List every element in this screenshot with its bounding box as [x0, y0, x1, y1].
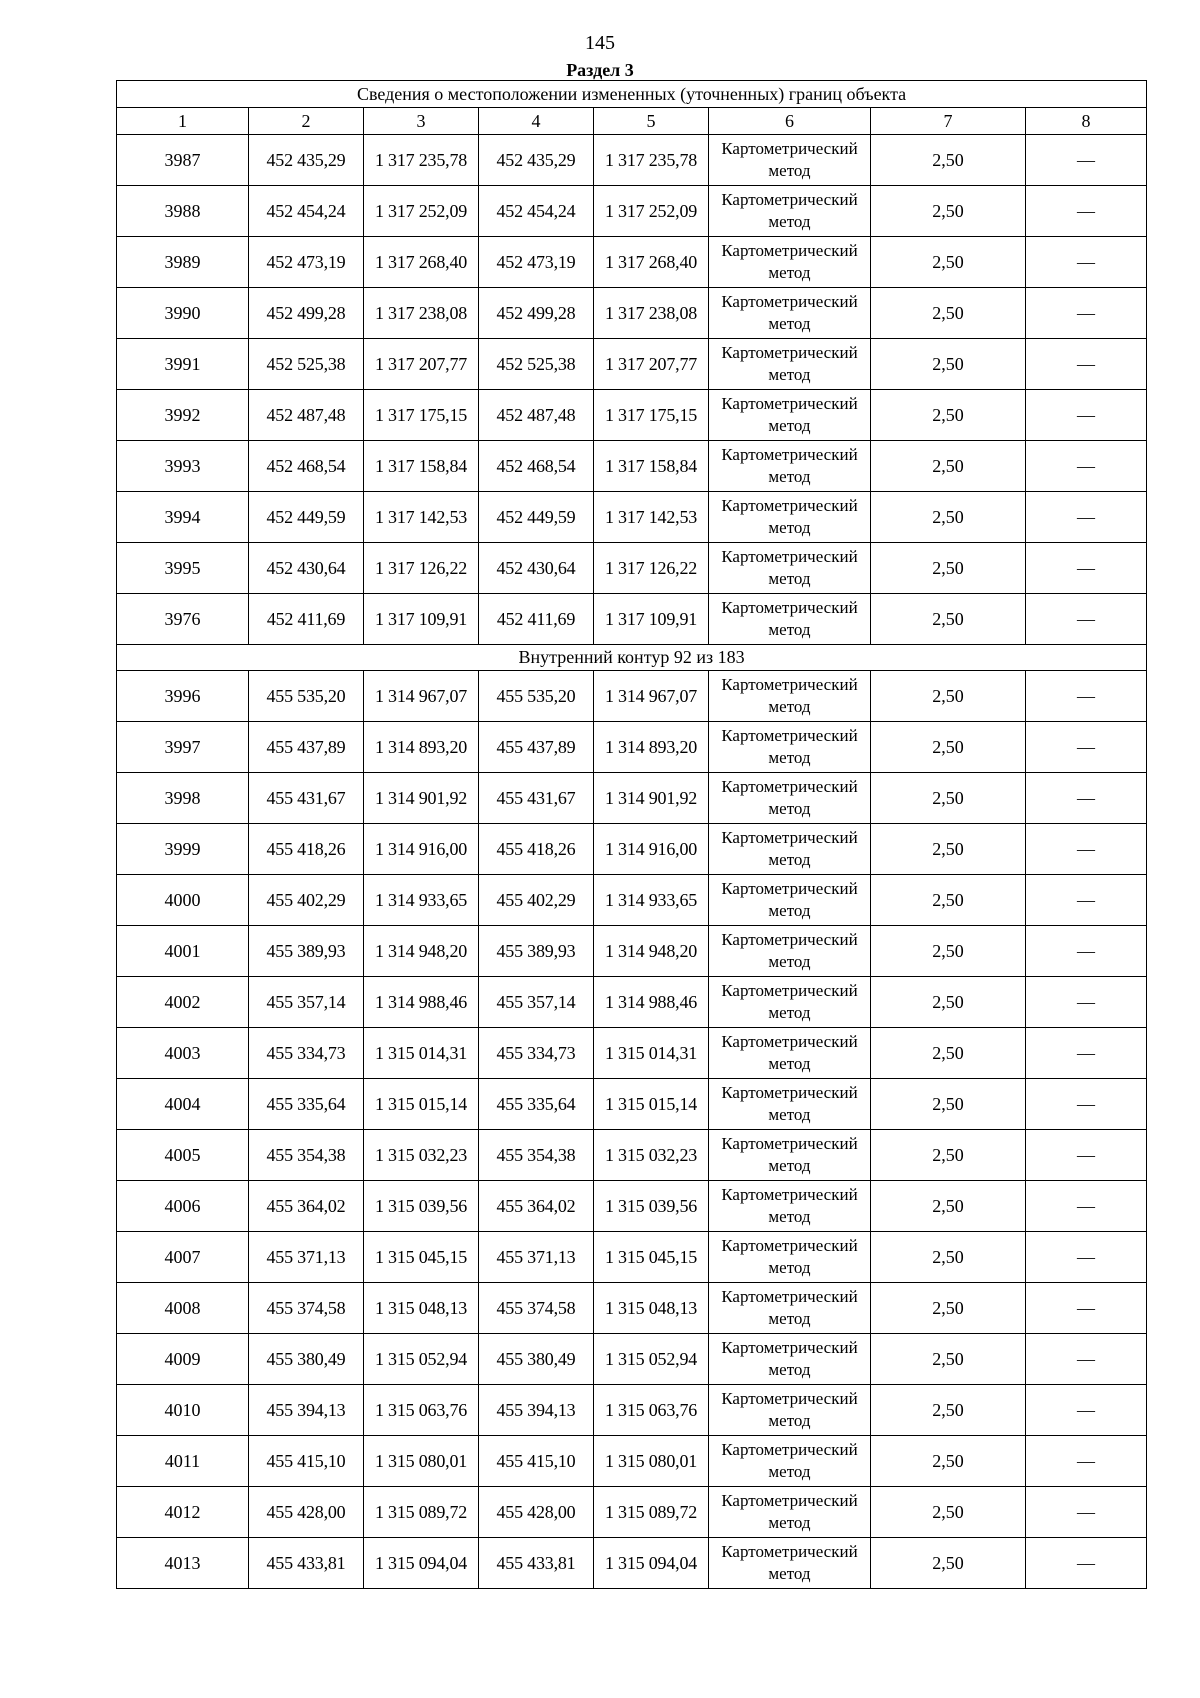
method-cell: Картометрический метод [709, 339, 871, 390]
y-new-cell: 1 314 933,65 [594, 875, 709, 926]
x-existing-cell: 452 525,38 [249, 339, 364, 390]
table-row [117, 1130, 1147, 1181]
description-cell: — [1026, 1028, 1147, 1079]
method-cell: Картометрический метод [709, 237, 871, 288]
y-new-cell: 1 315 048,13 [594, 1283, 709, 1334]
table-row [117, 1334, 1147, 1385]
y-existing-cell: 1 317 175,15 [364, 390, 479, 441]
y-new-cell: 1 315 045,15 [594, 1232, 709, 1283]
y-existing-cell: 1 317 268,40 [364, 237, 479, 288]
method-cell: Картометрический метод [709, 492, 871, 543]
point-number-cell: 3995 [117, 543, 249, 594]
accuracy-cell: 2,50 [871, 1079, 1026, 1130]
x-new-cell: 455 415,10 [479, 1436, 594, 1487]
x-new-cell: 455 371,13 [479, 1232, 594, 1283]
accuracy-cell: 2,50 [871, 1283, 1026, 1334]
column-number-row [117, 108, 1147, 135]
table-row [117, 441, 1147, 492]
description-cell: — [1026, 543, 1147, 594]
y-existing-cell: 1 315 063,76 [364, 1385, 479, 1436]
method-cell: Картометрический метод [709, 1130, 871, 1181]
x-new-cell: 452 411,69 [479, 594, 594, 645]
x-existing-cell: 455 415,10 [249, 1436, 364, 1487]
description-cell: — [1026, 1283, 1147, 1334]
y-new-cell: 1 317 109,91 [594, 594, 709, 645]
x-existing-cell: 452 430,64 [249, 543, 364, 594]
column-number: 8 [1026, 108, 1147, 135]
description-cell: — [1026, 339, 1147, 390]
x-new-cell: 455 364,02 [479, 1181, 594, 1232]
accuracy-cell: 2,50 [871, 543, 1026, 594]
table-row [117, 1283, 1147, 1334]
y-existing-cell: 1 315 089,72 [364, 1487, 479, 1538]
y-existing-cell: 1 317 109,91 [364, 594, 479, 645]
table-row [117, 1028, 1147, 1079]
x-new-cell: 455 389,93 [479, 926, 594, 977]
x-existing-cell: 452 499,28 [249, 288, 364, 339]
x-new-cell: 455 431,67 [479, 773, 594, 824]
table-caption-row [117, 81, 1147, 108]
table-row [117, 543, 1147, 594]
accuracy-cell: 2,50 [871, 135, 1026, 186]
column-number: 1 [117, 108, 249, 135]
accuracy-cell: 2,50 [871, 926, 1026, 977]
method-cell: Картометрический метод [709, 1436, 871, 1487]
column-number: 5 [594, 108, 709, 135]
table-row [117, 824, 1147, 875]
table-row [117, 671, 1147, 722]
x-new-cell: 455 402,29 [479, 875, 594, 926]
method-cell: Картометрический метод [709, 875, 871, 926]
x-existing-cell: 455 535,20 [249, 671, 364, 722]
accuracy-cell: 2,50 [871, 1334, 1026, 1385]
method-cell: Картометрический метод [709, 1538, 871, 1589]
x-existing-cell: 455 418,26 [249, 824, 364, 875]
y-new-cell: 1 315 014,31 [594, 1028, 709, 1079]
x-existing-cell: 452 411,69 [249, 594, 364, 645]
table-row [117, 875, 1147, 926]
description-cell: — [1026, 288, 1147, 339]
accuracy-cell: 2,50 [871, 875, 1026, 926]
x-existing-cell: 455 402,29 [249, 875, 364, 926]
y-new-cell: 1 314 916,00 [594, 824, 709, 875]
accuracy-cell: 2,50 [871, 1385, 1026, 1436]
accuracy-cell: 2,50 [871, 594, 1026, 645]
accuracy-cell: 2,50 [871, 390, 1026, 441]
x-existing-cell: 455 394,13 [249, 1385, 364, 1436]
x-existing-cell: 455 374,58 [249, 1283, 364, 1334]
x-new-cell: 452 449,59 [479, 492, 594, 543]
y-existing-cell: 1 314 967,07 [364, 671, 479, 722]
x-existing-cell: 455 364,02 [249, 1181, 364, 1232]
method-cell: Картометрический метод [709, 186, 871, 237]
x-new-cell: 452 487,48 [479, 390, 594, 441]
point-number-cell: 3991 [117, 339, 249, 390]
table-row [117, 288, 1147, 339]
y-existing-cell: 1 314 948,20 [364, 926, 479, 977]
x-new-cell: 455 354,38 [479, 1130, 594, 1181]
point-number-cell: 4013 [117, 1538, 249, 1589]
y-existing-cell: 1 317 126,22 [364, 543, 479, 594]
table-row [117, 1538, 1147, 1589]
point-number-cell: 4005 [117, 1130, 249, 1181]
method-cell: Картометрический метод [709, 1181, 871, 1232]
y-new-cell: 1 314 901,92 [594, 773, 709, 824]
y-new-cell: 1 317 268,40 [594, 237, 709, 288]
point-number-cell: 3998 [117, 773, 249, 824]
table-row [117, 1385, 1147, 1436]
y-new-cell: 1 317 126,22 [594, 543, 709, 594]
point-number-cell: 3997 [117, 722, 249, 773]
point-number-cell: 4002 [117, 977, 249, 1028]
description-cell: — [1026, 135, 1147, 186]
table-row [117, 594, 1147, 645]
y-new-cell: 1 314 893,20 [594, 722, 709, 773]
accuracy-cell: 2,50 [871, 1028, 1026, 1079]
y-new-cell: 1 317 235,78 [594, 135, 709, 186]
accuracy-cell: 2,50 [871, 1130, 1026, 1181]
point-number-cell: 3988 [117, 186, 249, 237]
x-existing-cell: 455 431,67 [249, 773, 364, 824]
x-new-cell: 455 357,14 [479, 977, 594, 1028]
point-number-cell: 3994 [117, 492, 249, 543]
method-cell: Картометрический метод [709, 1028, 871, 1079]
table-caption: Сведения о местоположении измененных (уточненных) границ объекта [117, 81, 1147, 108]
accuracy-cell: 2,50 [871, 1181, 1026, 1232]
description-cell: — [1026, 1130, 1147, 1181]
method-cell: Картометрический метод [709, 722, 871, 773]
y-new-cell: 1 317 158,84 [594, 441, 709, 492]
x-existing-cell: 455 389,93 [249, 926, 364, 977]
y-new-cell: 1 315 063,76 [594, 1385, 709, 1436]
accuracy-cell: 2,50 [871, 1487, 1026, 1538]
description-cell: — [1026, 1385, 1147, 1436]
table-row [117, 237, 1147, 288]
y-existing-cell: 1 317 252,09 [364, 186, 479, 237]
y-new-cell: 1 315 039,56 [594, 1181, 709, 1232]
accuracy-cell: 2,50 [871, 773, 1026, 824]
table-row [117, 1232, 1147, 1283]
method-cell: Картометрический метод [709, 1385, 871, 1436]
point-number-cell: 3996 [117, 671, 249, 722]
x-new-cell: 452 525,38 [479, 339, 594, 390]
x-new-cell: 452 435,29 [479, 135, 594, 186]
y-existing-cell: 1 314 933,65 [364, 875, 479, 926]
y-existing-cell: 1 315 094,04 [364, 1538, 479, 1589]
accuracy-cell: 2,50 [871, 441, 1026, 492]
y-existing-cell: 1 315 014,31 [364, 1028, 479, 1079]
y-existing-cell: 1 315 039,56 [364, 1181, 479, 1232]
x-new-cell: 455 374,58 [479, 1283, 594, 1334]
y-new-cell: 1 314 967,07 [594, 671, 709, 722]
x-new-cell: 455 380,49 [479, 1334, 594, 1385]
table-row [117, 492, 1147, 543]
accuracy-cell: 2,50 [871, 1538, 1026, 1589]
description-cell: — [1026, 390, 1147, 441]
accuracy-cell: 2,50 [871, 237, 1026, 288]
method-cell: Картометрический метод [709, 390, 871, 441]
y-existing-cell: 1 315 045,15 [364, 1232, 479, 1283]
description-cell: — [1026, 1436, 1147, 1487]
x-new-cell: 455 418,26 [479, 824, 594, 875]
y-existing-cell: 1 314 988,46 [364, 977, 479, 1028]
method-cell: Картометрический метод [709, 926, 871, 977]
description-cell: — [1026, 1079, 1147, 1130]
x-existing-cell: 452 435,29 [249, 135, 364, 186]
table-body [117, 135, 1147, 1589]
x-new-cell: 455 394,13 [479, 1385, 594, 1436]
point-number-cell: 3976 [117, 594, 249, 645]
point-number-cell: 4007 [117, 1232, 249, 1283]
x-new-cell: 452 430,64 [479, 543, 594, 594]
accuracy-cell: 2,50 [871, 722, 1026, 773]
point-number-cell: 4011 [117, 1436, 249, 1487]
x-existing-cell: 455 380,49 [249, 1334, 364, 1385]
accuracy-cell: 2,50 [871, 186, 1026, 237]
x-existing-cell: 455 335,64 [249, 1079, 364, 1130]
y-new-cell: 1 317 238,08 [594, 288, 709, 339]
description-cell: — [1026, 492, 1147, 543]
accuracy-cell: 2,50 [871, 1232, 1026, 1283]
column-number: 4 [479, 108, 594, 135]
description-cell: — [1026, 671, 1147, 722]
point-number-cell: 3999 [117, 824, 249, 875]
description-cell: — [1026, 237, 1147, 288]
table-row [117, 390, 1147, 441]
table-row [117, 722, 1147, 773]
point-number-cell: 3990 [117, 288, 249, 339]
method-cell: Картометрический метод [709, 441, 871, 492]
description-cell: — [1026, 977, 1147, 1028]
y-new-cell: 1 315 015,14 [594, 1079, 709, 1130]
point-number-cell: 3989 [117, 237, 249, 288]
method-cell: Картометрический метод [709, 543, 871, 594]
point-number-cell: 4010 [117, 1385, 249, 1436]
accuracy-cell: 2,50 [871, 288, 1026, 339]
method-cell: Картометрический метод [709, 1232, 871, 1283]
method-cell: Картометрический метод [709, 288, 871, 339]
method-cell: Картометрический метод [709, 671, 871, 722]
table-row [117, 186, 1147, 237]
description-cell: — [1026, 875, 1147, 926]
section-title: Раздел 3 [566, 60, 634, 80]
y-existing-cell: 1 317 207,77 [364, 339, 479, 390]
point-number-cell: 3987 [117, 135, 249, 186]
point-number-cell: 3992 [117, 390, 249, 441]
description-cell: — [1026, 1487, 1147, 1538]
x-new-cell: 455 428,00 [479, 1487, 594, 1538]
x-existing-cell: 455 433,81 [249, 1538, 364, 1589]
accuracy-cell: 2,50 [871, 671, 1026, 722]
x-new-cell: 455 334,73 [479, 1028, 594, 1079]
y-existing-cell: 1 315 032,23 [364, 1130, 479, 1181]
accuracy-cell: 2,50 [871, 492, 1026, 543]
accuracy-cell: 2,50 [871, 824, 1026, 875]
description-cell: — [1026, 186, 1147, 237]
y-new-cell: 1 317 175,15 [594, 390, 709, 441]
column-number: 6 [709, 108, 871, 135]
y-new-cell: 1 317 252,09 [594, 186, 709, 237]
method-cell: Картометрический метод [709, 135, 871, 186]
y-existing-cell: 1 315 052,94 [364, 1334, 479, 1385]
y-existing-cell: 1 314 893,20 [364, 722, 479, 773]
y-existing-cell: 1 317 158,84 [364, 441, 479, 492]
method-cell: Картометрический метод [709, 1079, 871, 1130]
table-row [117, 339, 1147, 390]
x-existing-cell: 452 487,48 [249, 390, 364, 441]
point-number-cell: 3993 [117, 441, 249, 492]
coordinates-table [116, 80, 1147, 1589]
y-new-cell: 1 315 052,94 [594, 1334, 709, 1385]
y-new-cell: 1 315 080,01 [594, 1436, 709, 1487]
point-number-cell: 4008 [117, 1283, 249, 1334]
column-number: 2 [249, 108, 364, 135]
method-cell: Картометрический метод [709, 1334, 871, 1385]
y-existing-cell: 1 315 015,14 [364, 1079, 479, 1130]
y-existing-cell: 1 317 142,53 [364, 492, 479, 543]
x-existing-cell: 452 473,19 [249, 237, 364, 288]
y-new-cell: 1 317 142,53 [594, 492, 709, 543]
method-cell: Картометрический метод [709, 977, 871, 1028]
x-new-cell: 455 437,89 [479, 722, 594, 773]
description-cell: — [1026, 926, 1147, 977]
method-cell: Картометрический метод [709, 594, 871, 645]
accuracy-cell: 2,50 [871, 339, 1026, 390]
table-row [117, 926, 1147, 977]
table-row [117, 977, 1147, 1028]
x-existing-cell: 455 428,00 [249, 1487, 364, 1538]
x-new-cell: 455 433,81 [479, 1538, 594, 1589]
accuracy-cell: 2,50 [871, 1436, 1026, 1487]
x-existing-cell: 455 354,38 [249, 1130, 364, 1181]
method-cell: Картометрический метод [709, 1283, 871, 1334]
y-new-cell: 1 315 089,72 [594, 1487, 709, 1538]
method-cell: Картометрический метод [709, 824, 871, 875]
y-new-cell: 1 317 207,77 [594, 339, 709, 390]
table-row [117, 1436, 1147, 1487]
table-row [117, 1181, 1147, 1232]
y-new-cell: 1 314 948,20 [594, 926, 709, 977]
table-row [117, 773, 1147, 824]
x-new-cell: 455 535,20 [479, 671, 594, 722]
y-existing-cell: 1 314 916,00 [364, 824, 479, 875]
x-existing-cell: 455 371,13 [249, 1232, 364, 1283]
y-new-cell: 1 315 094,04 [594, 1538, 709, 1589]
description-cell: — [1026, 773, 1147, 824]
x-existing-cell: 455 334,73 [249, 1028, 364, 1079]
description-cell: — [1026, 1181, 1147, 1232]
page-number: 145 [585, 32, 615, 54]
description-cell: — [1026, 1334, 1147, 1385]
description-cell: — [1026, 441, 1147, 492]
method-cell: Картометрический метод [709, 773, 871, 824]
point-number-cell: 4006 [117, 1181, 249, 1232]
description-cell: — [1026, 824, 1147, 875]
x-existing-cell: 455 357,14 [249, 977, 364, 1028]
point-number-cell: 4009 [117, 1334, 249, 1385]
y-existing-cell: 1 317 235,78 [364, 135, 479, 186]
contour-label: Внутренний контур 92 из 183 [117, 645, 1147, 671]
x-new-cell: 455 335,64 [479, 1079, 594, 1130]
x-new-cell: 452 468,54 [479, 441, 594, 492]
accuracy-cell: 2,50 [871, 977, 1026, 1028]
x-existing-cell: 455 437,89 [249, 722, 364, 773]
point-number-cell: 4012 [117, 1487, 249, 1538]
x-existing-cell: 452 468,54 [249, 441, 364, 492]
contour-row [117, 645, 1147, 671]
point-number-cell: 4004 [117, 1079, 249, 1130]
table-row [117, 135, 1147, 186]
description-cell: — [1026, 594, 1147, 645]
point-number-cell: 4001 [117, 926, 249, 977]
y-existing-cell: 1 314 901,92 [364, 773, 479, 824]
x-existing-cell: 452 454,24 [249, 186, 364, 237]
y-new-cell: 1 315 032,23 [594, 1130, 709, 1181]
x-new-cell: 452 473,19 [479, 237, 594, 288]
point-number-cell: 4000 [117, 875, 249, 926]
method-cell: Картометрический метод [709, 1487, 871, 1538]
table-row [117, 1487, 1147, 1538]
x-new-cell: 452 454,24 [479, 186, 594, 237]
y-existing-cell: 1 317 238,08 [364, 288, 479, 339]
column-number: 7 [871, 108, 1026, 135]
y-new-cell: 1 314 988,46 [594, 977, 709, 1028]
description-cell: — [1026, 722, 1147, 773]
y-existing-cell: 1 315 080,01 [364, 1436, 479, 1487]
x-new-cell: 452 499,28 [479, 288, 594, 339]
y-existing-cell: 1 315 048,13 [364, 1283, 479, 1334]
table-row [117, 1079, 1147, 1130]
point-number-cell: 4003 [117, 1028, 249, 1079]
description-cell: — [1026, 1538, 1147, 1589]
description-cell: — [1026, 1232, 1147, 1283]
column-number: 3 [364, 108, 479, 135]
x-existing-cell: 452 449,59 [249, 492, 364, 543]
